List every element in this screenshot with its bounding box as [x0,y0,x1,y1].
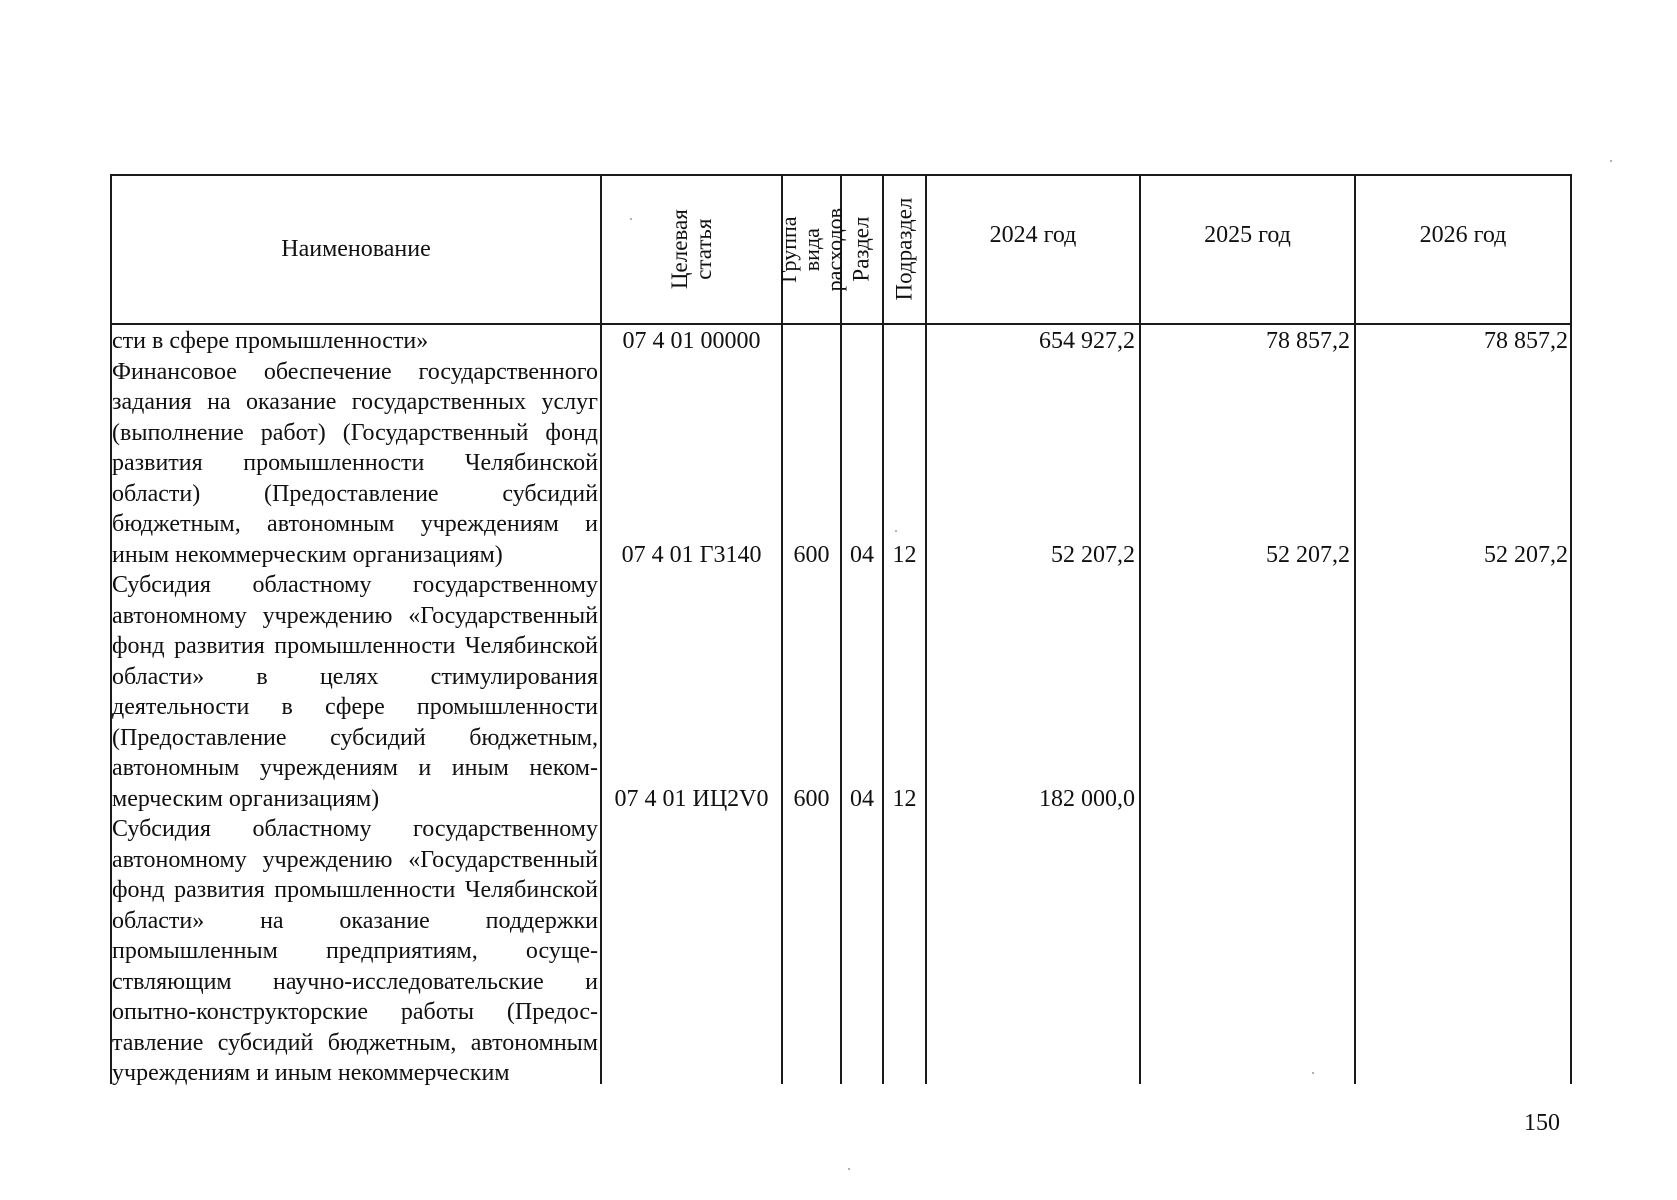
row-3-section: 04 [850,786,874,812]
row-3-name: Субсидия областному государственному автономному учреждению «Государственный фонд развития промышленности Челябинской области» в целях стимулирования деятельности в сфере промышленности (Предоставление субсидий бюджетным, автономным учреждениям и иным некоммерческим организациям) [112,572,598,812]
col-line-2025 [1139,174,1141,1084]
row-1-code: 07 4 01 00000 [622,328,761,354]
row-1-2025: 78 857,2 [1266,328,1350,354]
row-3-subsection: 12 [892,786,917,812]
header-year-2024 [927,176,1139,296]
row-2-group: 600 [793,542,830,568]
row-4-name: Субсидия областному государственному автономному учреждению «Государственный фонд развития промышленности Челябинской области» на оказание поддержки промышленным предприятиям, осуществляющим научно-исследовательские и опытно-конструкторские работы (Предоставление субсидий бюджетным, автономным учреждениям и иным некоммерческим [112,816,598,1086]
scan-speck [630,218,632,220]
header-target-article-text: Целевая статья [666,209,716,290]
header-year-2025-text: 2025 год [1204,222,1291,249]
row-3-code: 07 4 01 ИЦ2V0 [614,786,769,812]
row-3-2024: 182 000,0 [1039,786,1135,812]
header-year-2025 [1141,176,1354,296]
header-expense-group [775,176,848,323]
scan-speck [1312,1072,1314,1074]
scan-speck [1610,160,1612,162]
row-1-name: сти в сфере промышленности» [112,328,429,354]
row-2-subsection: 12 [892,542,917,568]
header-section [842,176,882,323]
header-year-2026 [1356,176,1570,296]
col-line-2026 [1354,174,1356,1084]
row-2-2026: 52 207,2 [1484,542,1568,568]
header-name-text: Наименование [281,235,431,262]
header-subsection-text: Подраздел [891,198,917,301]
header-section-text: Раздел [848,216,874,283]
row-1-2024: 654 927,2 [1039,328,1135,354]
row-2-section: 04 [850,542,874,568]
table-right-border [1570,174,1572,1084]
scan-speck [895,530,897,532]
row-3-group: 600 [793,786,830,812]
header-name [112,176,600,323]
header-subsection [884,176,925,323]
row-2-name: Финансовое обеспечение государственного задания на оказание государственных услуг (выполнение работ) (Государственный фонд развития промышленности Челябинской области) (Предоставление субсидий бюджетным, автономным учреждениям и иным некоммерческим организациям) [112,358,598,568]
header-expense-group-text: Группа вида расходов [775,207,848,292]
page-number: 150 [1524,1110,1560,1136]
row-2-code: 07 4 01 Г3140 [621,542,762,568]
scan-speck [848,1168,850,1170]
row-1-2026: 78 857,2 [1484,328,1568,354]
header-year-2026-text: 2026 год [1419,222,1507,249]
name-column [112,326,598,1089]
header-target-article [602,176,781,323]
row-2-2025: 52 207,2 [1266,542,1350,568]
row-2-2024: 52 207,2 [1051,542,1135,568]
col-line-2024 [925,174,927,1084]
header-year-2024-text: 2024 год [989,222,1077,249]
